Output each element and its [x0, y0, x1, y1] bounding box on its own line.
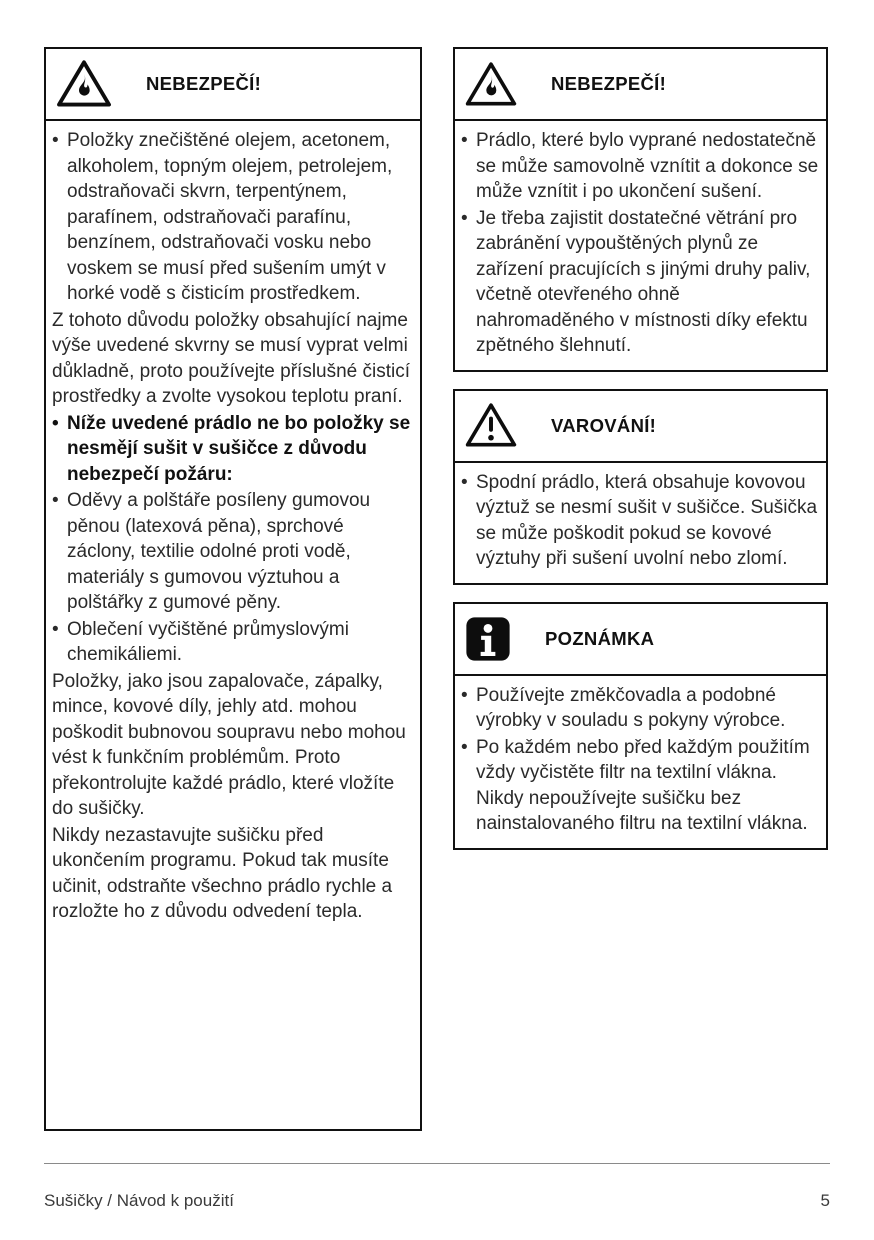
warning-box — [453, 389, 828, 585]
manual-page-columns — [44, 47, 828, 1131]
box-title: POZNÁMKA — [545, 627, 655, 649]
note-box — [453, 602, 828, 850]
box-title: NEBEZPEČÍ! — [551, 73, 667, 94]
footer-divider — [44, 1163, 830, 1164]
exclamation-warning-triangle-icon — [465, 402, 517, 449]
flame-warning-triangle-icon — [56, 59, 112, 109]
bullet-item — [52, 488, 414, 616]
box-body — [455, 676, 826, 848]
right-column — [453, 47, 828, 1131]
footer-document-title: Sušičky / Návod k použití — [44, 1191, 234, 1210]
footer-page-number: 5 — [820, 1191, 830, 1210]
item-text: Níže uvedené prádlo ne bo položky se nesmějí sušit v sušičce z důvodu nebezpečí požáru: — [67, 412, 411, 485]
box-header — [455, 391, 826, 463]
bullet-item — [461, 206, 820, 359]
box-header — [455, 604, 826, 676]
bullet-marker: • — [52, 490, 59, 511]
paragraph: Položky, jako jsou zapalovače, zápalky, mince, kovové díly, jehly atd. mohou poškodit bubnovou soupravu nebo mohou vést k funkčním problémům. Proto překontrolujte každé prádlo, které vložíte do sušičky. — [52, 670, 406, 819]
box-title: NEBEZPEČÍ! — [146, 73, 262, 94]
bullet-item — [52, 128, 414, 307]
info-icon — [465, 616, 511, 662]
bullet-marker: • — [52, 618, 59, 640]
bullet-item — [461, 683, 820, 734]
bullet-marker: • — [461, 684, 468, 706]
box-body — [455, 121, 826, 370]
bullet-marker: • — [52, 412, 59, 434]
bullet-item — [52, 617, 414, 668]
page-footer — [44, 1163, 830, 1211]
left-column — [44, 47, 422, 1131]
box-header — [455, 49, 826, 121]
paragraph: Z tohoto důvodu položky obsahující najme výše uvedené skvrny se musí vyprat velmi důkladně, proto používejte příslušné čisticí prostředky a zvolte vysokou teplotu praní. — [52, 309, 411, 407]
danger-box-left — [44, 47, 422, 1131]
flame-warning-triangle-icon — [465, 61, 517, 108]
box-body — [46, 121, 420, 936]
bullet-marker: • — [461, 130, 468, 151]
bullet-marker: • — [52, 130, 59, 151]
box-header — [46, 49, 420, 121]
item-text: Oblečení vyčištěné průmyslovými chemikáliemi. — [67, 618, 349, 665]
paragraph: Nikdy nezastavujte sušičku před ukončením programu. Pokud tak musíte učinit, odstraňte všechno prádlo rychle a rozložte ho z důvodu odvedení tepla. — [52, 824, 393, 922]
box-title: VAROVÁNÍ! — [551, 414, 657, 436]
item-text: Oděvy a polštáře posíleny gumovou pěnou (latexová pěna), sprchové záclony, textilie odolné proti vodě, materiály s gumovou výztuhou a polštářky z gumové pěny. — [67, 490, 371, 613]
danger-box-right — [453, 47, 828, 372]
item-text: Je třeba zajistit dostatečné větrání pro zabránění vypouštěných plynů ze zařízení pracujících s jinými druhy paliv, včetně otevřeného ohně nahromaděného v místnosti díky efektu zpětného šlehnutí. — [476, 207, 811, 356]
box-body — [455, 463, 826, 583]
bullet-marker: • — [461, 471, 468, 493]
bullet-marker: • — [461, 207, 468, 229]
item-text: Položky znečištěné olejem, acetonem, alkoholem, topným olejem, petrolejem, odstraňovači skvrn, terpentýnem, parafínem, odstraňovači parafínu, benzínem, odstraňovači vosku nebo voskem se musí před sušením umýt v horké vodě s čisticím prostředkem. — [67, 130, 393, 304]
item-text: Prádlo, které bylo vyprané nedostatečně se může samovolně vznítit a dokonce se může vznítit i po ukončení sušení. — [476, 130, 819, 202]
bullet-marker: • — [461, 736, 468, 758]
item-text: Používejte změkčovadla a podobné výrobky v souladu s pokyny výrobce. — [476, 684, 786, 731]
bullet-item — [461, 735, 820, 837]
bullet-item — [461, 128, 820, 205]
item-text: Spodní prádlo, která obsahuje kovovou výztuž se nesmí sušit v sušičce. Sušička se může poškodit pokud se kovové výztuhy při sušení uvolní nebo zlomí. — [476, 471, 818, 569]
bullet-item — [52, 411, 414, 488]
bullet-item — [461, 470, 820, 572]
item-text: Po každém nebo před každým použitím vždy vyčistěte filtr na textilní vlákna. Nikdy nepoužívejte sušičku bez nainstalovaného filtru na textilní vlákna. — [476, 736, 810, 834]
